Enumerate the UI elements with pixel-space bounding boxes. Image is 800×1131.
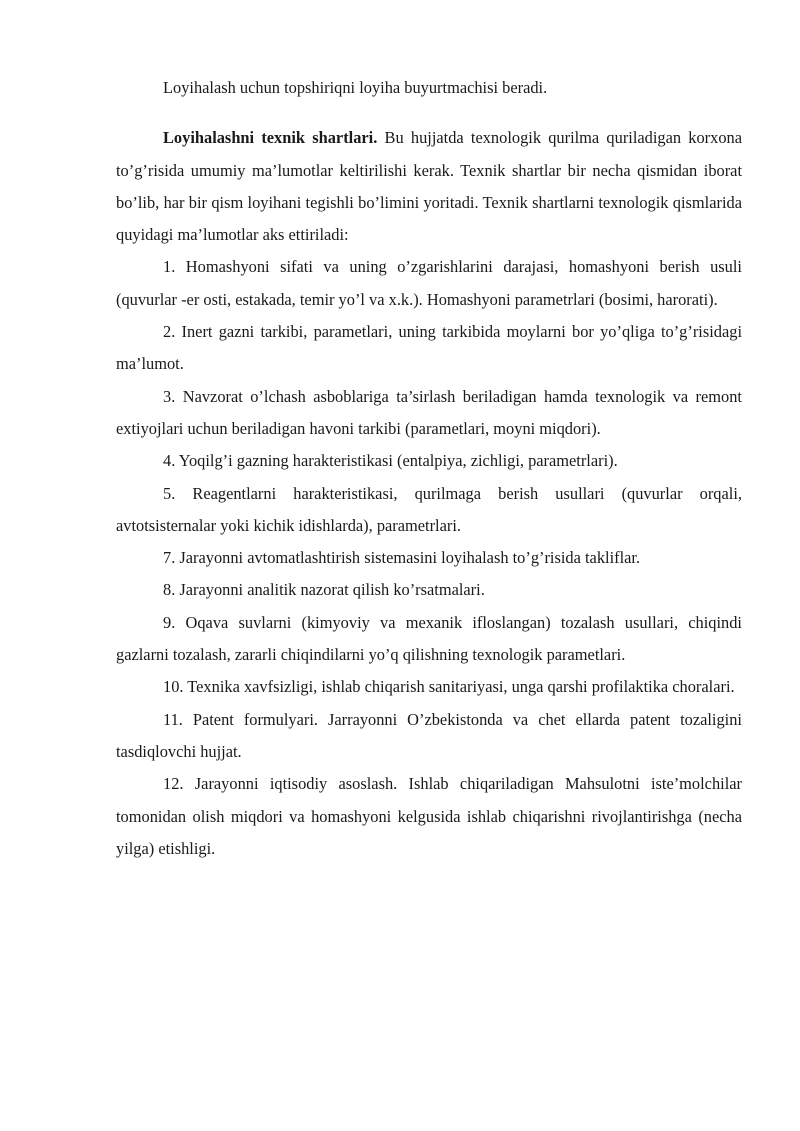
list-item: 7. Jarayonni avtomatlashtirish sistemasini loyihalash to’g’risida takliflar. [163, 548, 641, 568]
section-paragraph [116, 122, 742, 251]
list-item: 2. Inert gazni tarkibi, parametlari, uning tarkibida moylarni bor yo’qliga to’g’risidagi ma’lumot. [116, 322, 742, 374]
list-item: 9. Oqava suvlarni (kimyoviy va mexanik ifloslangan) tozalash usullari, chiqindi gazlarni tozalash, zararli chiqindilarni yo’q qilishning texnologik parametlari. [116, 612, 742, 665]
paragraph-spacer [116, 104, 742, 122]
document-page [116, 72, 742, 865]
list-item: 11. Patent formulyari. Jarrayonni O’zbekistonda va chet ellarda patent tozaligini tasdiqlovchi hujjat. [116, 709, 742, 761]
intro-paragraph: Loyihalash uchun topshiriqni loyiha buyurtmachisi beradi. [163, 78, 548, 97]
section-text: Bu hujjatda texnologik qurilma quriladigan korxona to’g’risida umumiy ma’lumotlar keltirilishi kerak. Texnik shartlar bir necha qismidan iborat bo’lib, har bir qism loyihani tegishli bo’limini yoritadi. Texnik shartlarni texnologik qismlarida quyidagi ma’lumotlar aks ettiriladi: [116, 128, 742, 245]
list-item: 1. Homashyoni sifati va uning o’zgarishlarini darajasi, homashyoni berish usuli (quvurlar -er osti, estakada, temir yo’l va x.k.). Homashyoni parametrlari (bosimi, harorati). [116, 257, 742, 309]
list-item: 8. Jarayonni analitik nazorat qilish ko’rsatmalari. [163, 580, 485, 600]
list-item: 12. Jarayonni iqtisodiy asoslash. Ishlab chiqariladigan Mahsulotni iste’molchilar tomonidan olish miqdori va homashyoni kelgusida ishlab chiqarishni rivojlantirishga (necha yilga) etishligi. [116, 774, 742, 858]
list-item: 10. Texnika xavfsizligi, ishlab chiqarish sanitariyasi, unga qarshi profilaktika choralari. [163, 677, 735, 697]
section-heading: Loyihalashni texnik shartlari. [163, 128, 378, 148]
list-item: 4. Yoqilg’i gazning harakteristikasi (entalpiya, zichligi, parametrlari). [163, 451, 618, 471]
list-item: 3. Navzorat o’lchash asboblariga ta’sirlash beriladigan hamda texnologik va remont extiyojlari uchun beriladigan havoni tarkibi (parametlari, moyni miqdori). [116, 386, 742, 438]
list-item: 5. Reagentlarni harakteristikasi, qurilmaga berish usullari (quvurlar orqali, avtotsisternalar yoki kichik idishlarda), parametrlari. [116, 483, 742, 535]
